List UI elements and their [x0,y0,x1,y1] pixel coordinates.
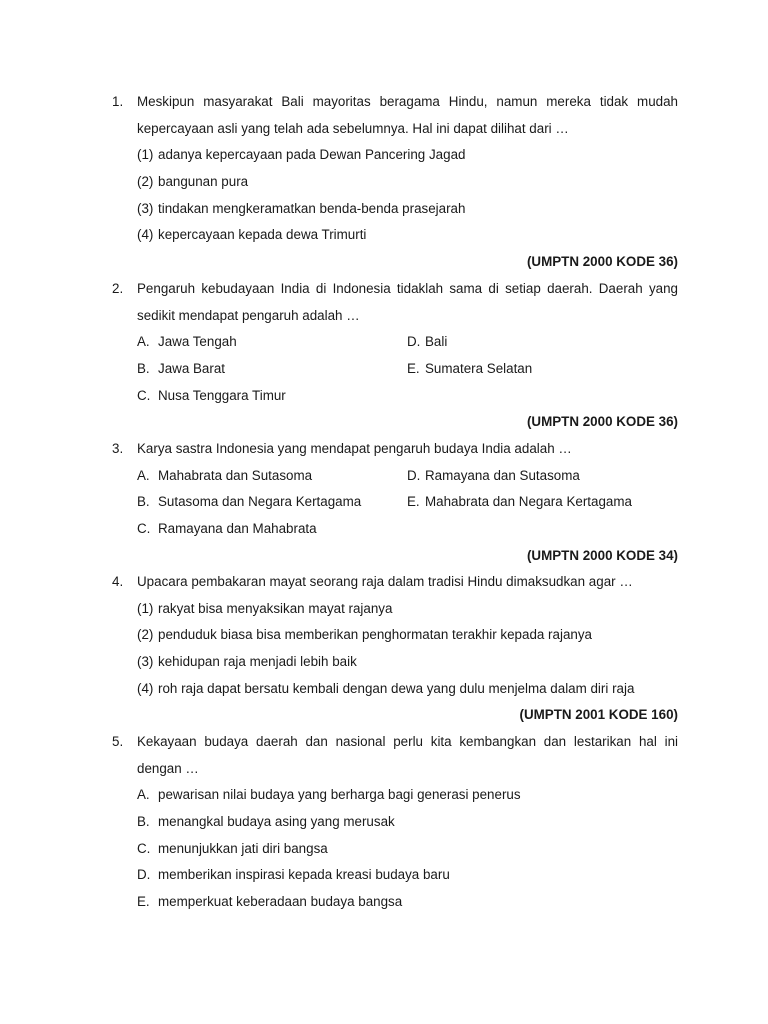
option-marker: B. [137,814,150,830]
option-row [112,383,678,410]
option-marker: E. [407,494,420,510]
option-marker: A. [137,334,150,350]
question-stem-line [112,436,678,463]
question-text: kepercayaan asli yang telah ada sebelumnya. Hal ini dapat dilihat dari … [137,120,569,136]
question-source: (UMPTN 2000 KODE 36) [526,254,678,270]
question-text: sedikit mendapat pengaruh adalah … [137,307,360,323]
option-text: Ramayana dan Mahabrata [158,521,317,537]
option-marker: A. [137,467,150,483]
option-text: Jawa Tengah [158,334,237,350]
option-marker: D. [407,467,421,483]
question-stem-line [112,729,678,756]
option-2 [112,169,678,196]
question-stem-line [112,303,678,330]
option-text: penduduk biasa bisa memberikan penghormatan terakhir kepada rajanya [158,627,592,643]
option-marker: (1) [137,147,154,163]
option-b [112,809,678,836]
option-e [112,889,678,916]
option-text: Sutasoma dan Negara Kertagama [158,494,362,510]
option-marker: B. [137,494,150,510]
question-3 [112,436,678,569]
option-4 [112,676,678,703]
option-text: rakyat bisa menyaksikan mayat rajanya [158,600,393,616]
question-stem-line [112,569,678,596]
option-marker: C. [137,840,151,856]
option-row [112,463,678,490]
option-1 [112,596,678,623]
question-stem-line [112,89,678,116]
option-4 [112,222,678,249]
option-marker: (3) [137,654,154,670]
question-4 [112,569,678,729]
question-stem-line [112,276,678,303]
question-stem-line [112,116,678,143]
option-text: kehidupan raja menjadi lebih baik [158,654,357,670]
option-row [112,516,678,543]
question-number: 5. [112,734,124,749]
option-marker: D. [137,867,151,883]
option-text: Bali [425,334,448,350]
option-row [112,489,678,516]
question-number: 2. [112,281,124,296]
option-text: menunjukkan jati diri bangsa [158,840,328,856]
option-text: Mahabrata dan Sutasoma [158,467,313,483]
option-text: Nusa Tenggara Timur [158,387,286,403]
option-c [112,836,678,863]
option-marker: (4) [137,227,154,243]
question-text: Kekayaan budaya daerah dan nasional perlu kita kembangkan dan lestarikan hal ini [137,734,678,749]
option-a [112,782,678,809]
option-marker: D. [407,334,421,350]
question-1 [112,89,678,276]
option-marker: (2) [137,627,154,643]
question-number: 1. [112,94,124,109]
option-text: roh raja dapat bersatu kembali dengan dewa yang dulu menjelma dalam diri raja [158,680,635,696]
option-text: Mahabrata dan Negara Kertagama [425,494,632,510]
question-source: (UMPTN 2001 KODE 160) [519,707,678,723]
option-marker: (2) [137,174,154,190]
question-2 [112,276,678,436]
option-text: tindakan mengkeramatkan benda-benda prasejarah [158,200,466,216]
option-row [112,329,678,356]
question-source: (UMPTN 2000 KODE 34) [526,547,678,563]
option-marker: E. [407,361,420,377]
option-2 [112,622,678,649]
option-text: memberikan inspirasi kepada kreasi budaya baru [158,867,450,883]
option-marker: (1) [137,600,154,616]
option-text: menangkal budaya asing yang merusak [158,814,395,830]
question-number: 3. [112,441,124,456]
question-stem-line [112,756,678,783]
option-marker: C. [137,387,151,403]
option-text: memperkuat keberadaan budaya bangsa [158,894,403,910]
question-number: 4. [112,574,124,589]
option-text: Ramayana dan Sutasoma [425,467,580,483]
option-d [112,862,678,889]
question-text: Meskipun masyarakat Bali mayoritas beragama Hindu, namun mereka tidak mudah [137,94,678,109]
option-text: pewarisan nilai budaya yang berharga bagi generasi penerus [158,787,521,803]
option-marker: B. [137,361,150,377]
option-row [112,356,678,383]
option-text: adanya kepercayaan pada Dewan Pancering Jagad [158,147,466,163]
option-3 [112,649,678,676]
option-marker: (3) [137,200,154,216]
question-text: Karya sastra Indonesia yang mendapat pengaruh budaya India adalah … [137,441,572,456]
option-1 [112,142,678,169]
option-text: kepercayaan kepada dewa Trimurti [158,227,367,243]
option-3 [112,196,678,223]
option-text: Jawa Barat [158,361,225,377]
question-text: Pengaruh kebudayaan India di Indonesia tidaklah sama di setiap daerah. Daerah yang [137,281,678,296]
option-marker: C. [137,521,151,537]
option-text: Sumatera Selatan [425,361,533,377]
option-marker: A. [137,787,150,803]
option-marker: E. [137,894,150,910]
question-text: Upacara pembakaran mayat seorang raja dalam tradisi Hindu dimaksudkan agar … [137,574,633,589]
option-text: bangunan pura [158,174,249,190]
question-source: (UMPTN 2000 KODE 36) [526,414,678,430]
question-5 [112,729,678,916]
question-text: dengan … [137,760,199,776]
option-marker: (4) [137,680,154,696]
